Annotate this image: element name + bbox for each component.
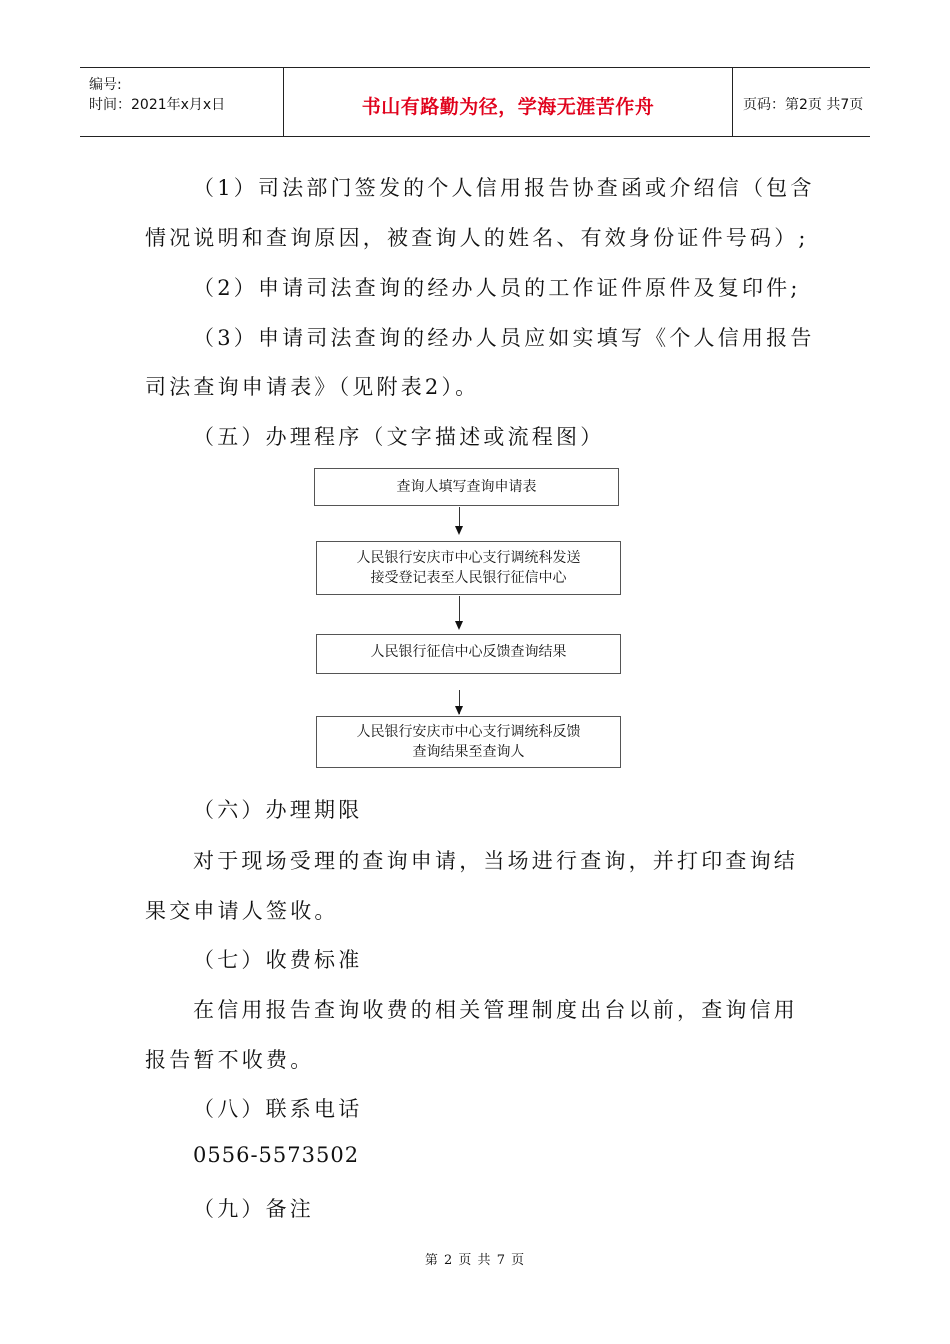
flow-step-4 bbox=[316, 716, 621, 768]
arrow-down-icon bbox=[455, 706, 463, 715]
flow-step-2 bbox=[316, 541, 621, 595]
arrow-down-icon bbox=[455, 621, 463, 630]
paragraph-item-3: （3）申请司法查询的经办人员应如实填写《个人信用报告 bbox=[193, 326, 815, 350]
document-date-label: 时间：2021年x月x日 bbox=[89, 97, 226, 113]
flow-step-1-text: 查询人填写查询申请表 bbox=[396, 479, 537, 495]
arrow-down-icon bbox=[455, 526, 463, 535]
page-header bbox=[80, 67, 870, 137]
header-page-number: 页码：第2页 共7页 bbox=[743, 97, 864, 113]
flow-step-3 bbox=[316, 634, 621, 674]
section-heading-deadline: （六）办理期限 bbox=[193, 798, 363, 822]
header-page-cell bbox=[733, 68, 870, 136]
paragraph-deadline-2: 果交申请人签收。 bbox=[145, 899, 339, 923]
section-heading-fees: （七）收费标准 bbox=[193, 948, 363, 972]
contact-phone-number: 0556-5573502 bbox=[193, 1143, 360, 1167]
header-motto-cell bbox=[284, 68, 733, 136]
flow-step-2-line1: 人民银行安庆市中心支行调统科发送 bbox=[356, 550, 581, 566]
flow-step-3-text: 人民银行征信中心反馈查询结果 bbox=[370, 644, 567, 660]
paragraph-item-2: （2）申请司法查询的经办人员的工作证件原件及复印件; bbox=[193, 276, 801, 300]
header-meta-cell bbox=[80, 68, 284, 136]
section-heading-procedure: （五）办理程序（文字描述或流程图） bbox=[193, 425, 605, 449]
paragraph-deadline-1: 对于现场受理的查询申请，当场进行查询，并打印查询结 bbox=[193, 849, 798, 873]
flow-step-2-line2: 接受登记表至人民银行征信中心 bbox=[370, 570, 567, 586]
flow-step-1 bbox=[314, 468, 619, 506]
paragraph-fees-1: 在信用报告查询收费的相关管理制度出台以前，查询信用 bbox=[193, 998, 798, 1022]
page-footer: 第 2 页 共 7 页 bbox=[424, 1253, 526, 1268]
header-motto: 书山有路勤为径，学海无涯苦作舟 bbox=[361, 96, 655, 118]
flow-step-4-line2: 查询结果至查询人 bbox=[412, 744, 525, 760]
paragraph-item-1-cont: 情况说明和查询原因，被查询人的姓名、有效身份证件号码）; bbox=[145, 226, 809, 250]
paragraph-fees-2: 报告暂不收费。 bbox=[145, 1048, 315, 1072]
section-heading-contact: （八）联系电话 bbox=[193, 1097, 363, 1121]
section-heading-remarks: （九）备注 bbox=[193, 1197, 314, 1221]
document-number-label: 编号: bbox=[89, 77, 122, 93]
flow-step-4-line1: 人民银行安庆市中心支行调统科反馈 bbox=[356, 724, 581, 740]
paragraph-item-3-cont: 司法查询申请表》（见附表2）。 bbox=[145, 375, 480, 399]
paragraph-item-1: （1）司法部门签发的个人信用报告协查函或介绍信（包含 bbox=[193, 176, 815, 200]
